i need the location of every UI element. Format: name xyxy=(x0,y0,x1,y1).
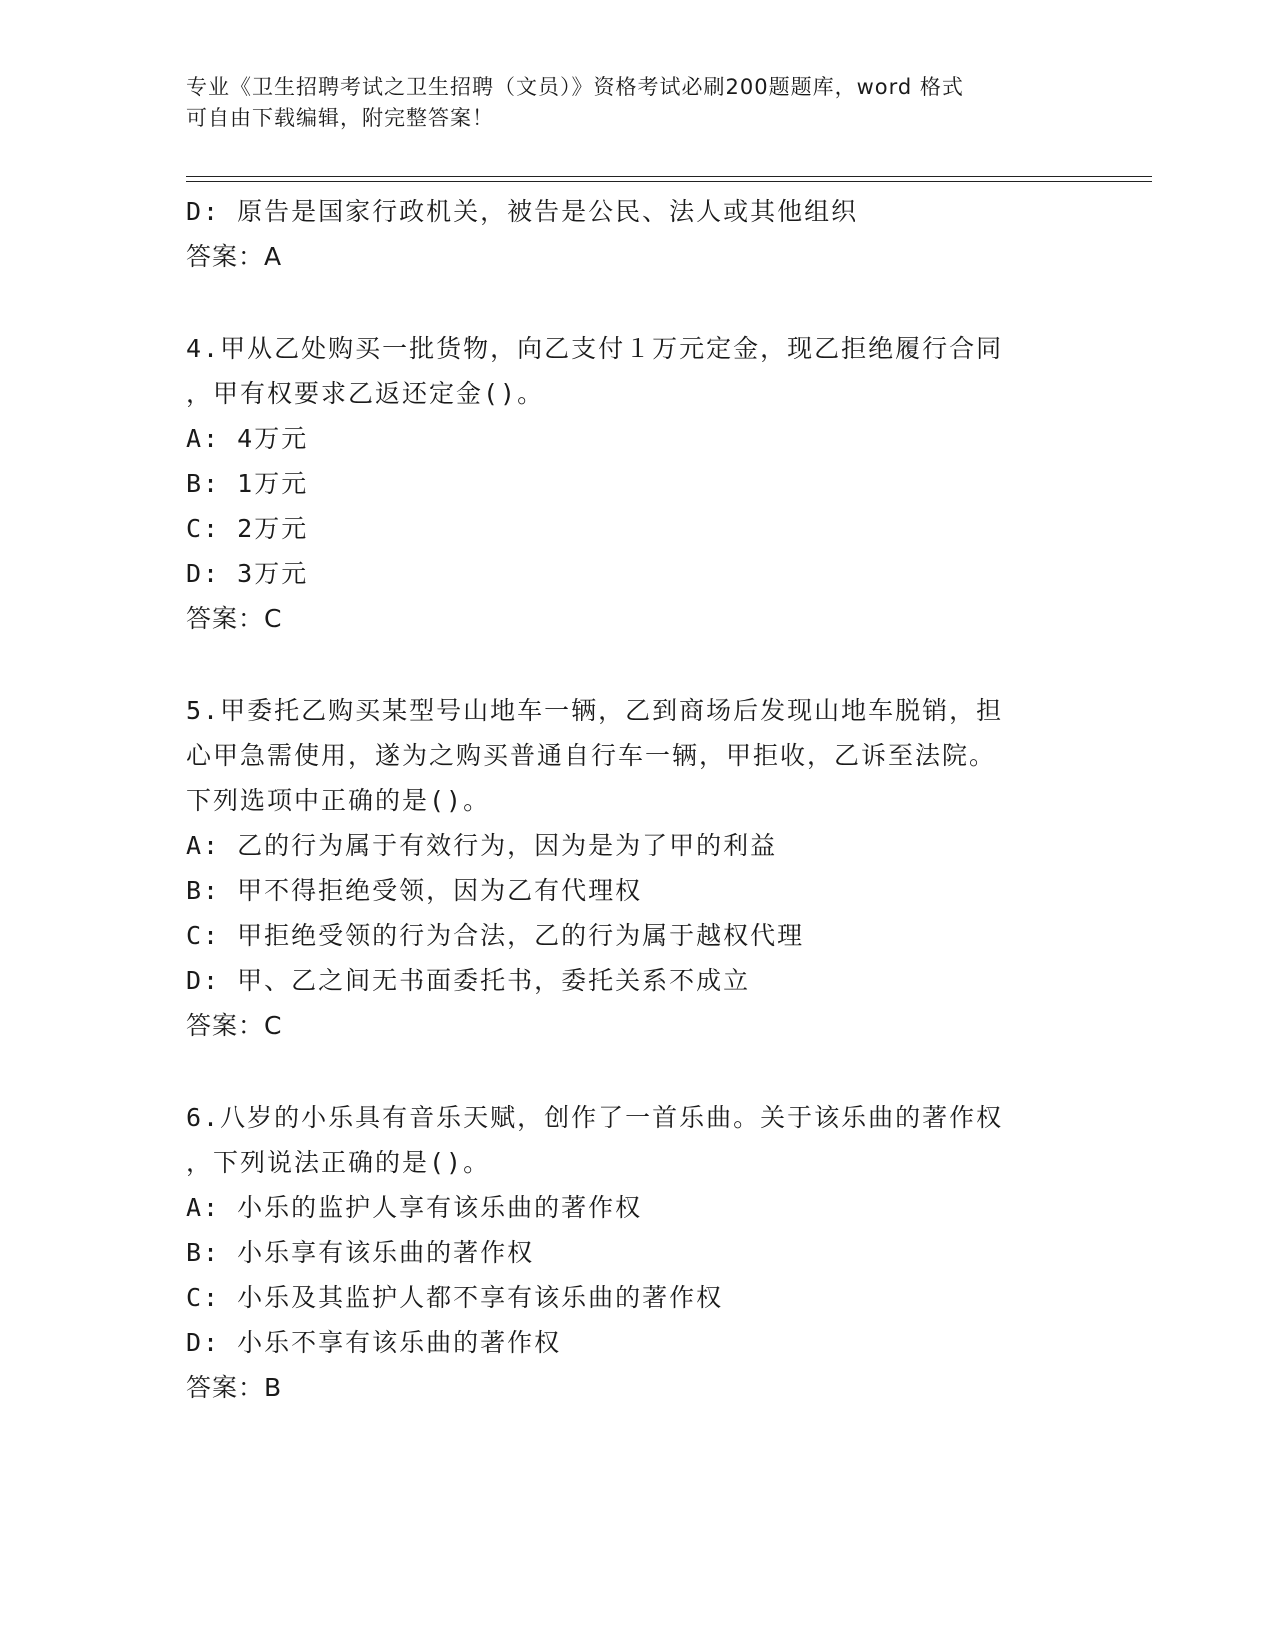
answer-line: 答案：B xyxy=(186,1373,283,1402)
option-d: D: 甲、乙之间无书面委托书，委托关系不成立 xyxy=(186,966,751,995)
option-d: D: 3万元 xyxy=(186,559,309,588)
question-list xyxy=(186,189,1066,1410)
option-c: C: 2万元 xyxy=(186,514,309,543)
header-title-line-2: 可自由下载编辑，附完整答案！ xyxy=(186,106,494,130)
option-d: D: 原告是国家行政机关，被告是公民、法人或其他组织 xyxy=(186,197,859,226)
question-stem-line: 4.甲从乙处购买一批货物，向乙支付１万元定金，现乙拒绝履行合同 xyxy=(186,334,1004,363)
question-stem-line: ，下列说法正确的是()。 xyxy=(186,1148,491,1177)
option-b: B: 甲不得拒绝受领，因为乙有代理权 xyxy=(186,876,643,905)
option-c: C: 小乐及其监护人都不享有该乐曲的著作权 xyxy=(186,1283,724,1312)
header-divider-bottom xyxy=(186,181,1152,182)
option-a: A: 4万元 xyxy=(186,424,309,453)
answer-line: 答案：C xyxy=(186,604,283,633)
question-stem-line: 下列选项中正确的是()。 xyxy=(186,786,491,815)
document-header xyxy=(186,72,1076,134)
question-block-6 xyxy=(186,1095,1066,1410)
header-divider-top xyxy=(186,176,1152,177)
question-stem-line: 5.甲委托乙购买某型号山地车一辆，乙到商场后发现山地车脱销，担 xyxy=(186,696,1004,725)
answer-line: 答案：C xyxy=(186,1011,283,1040)
question-stem-line: 心甲急需使用，遂为之购买普通自行车一辆，甲拒收，乙诉至法院。 xyxy=(186,741,997,770)
question-block-4 xyxy=(186,326,1066,641)
header-title-line-1: 专业《卫生招聘考试之卫生招聘（文员）》资格考试必刷200题题库，word 格式 xyxy=(186,75,964,99)
question-block-5 xyxy=(186,688,1066,1048)
answer-line: 答案：A xyxy=(186,242,283,271)
question-block-3-tail xyxy=(186,189,1066,279)
option-b: B: 1万元 xyxy=(186,469,309,498)
option-d: D: 小乐不享有该乐曲的著作权 xyxy=(186,1328,562,1357)
question-stem-line: ，甲有权要求乙返还定金()。 xyxy=(186,379,545,408)
option-a: A: 乙的行为属于有效行为，因为是为了甲的利益 xyxy=(186,831,778,860)
option-b: B: 小乐享有该乐曲的著作权 xyxy=(186,1238,535,1267)
option-a: A: 小乐的监护人享有该乐曲的著作权 xyxy=(186,1193,643,1222)
option-c: C: 甲拒绝受领的行为合法，乙的行为属于越权代理 xyxy=(186,921,805,950)
question-stem-line: 6.八岁的小乐具有音乐天赋，创作了一首乐曲。关于该乐曲的著作权 xyxy=(186,1103,1004,1132)
